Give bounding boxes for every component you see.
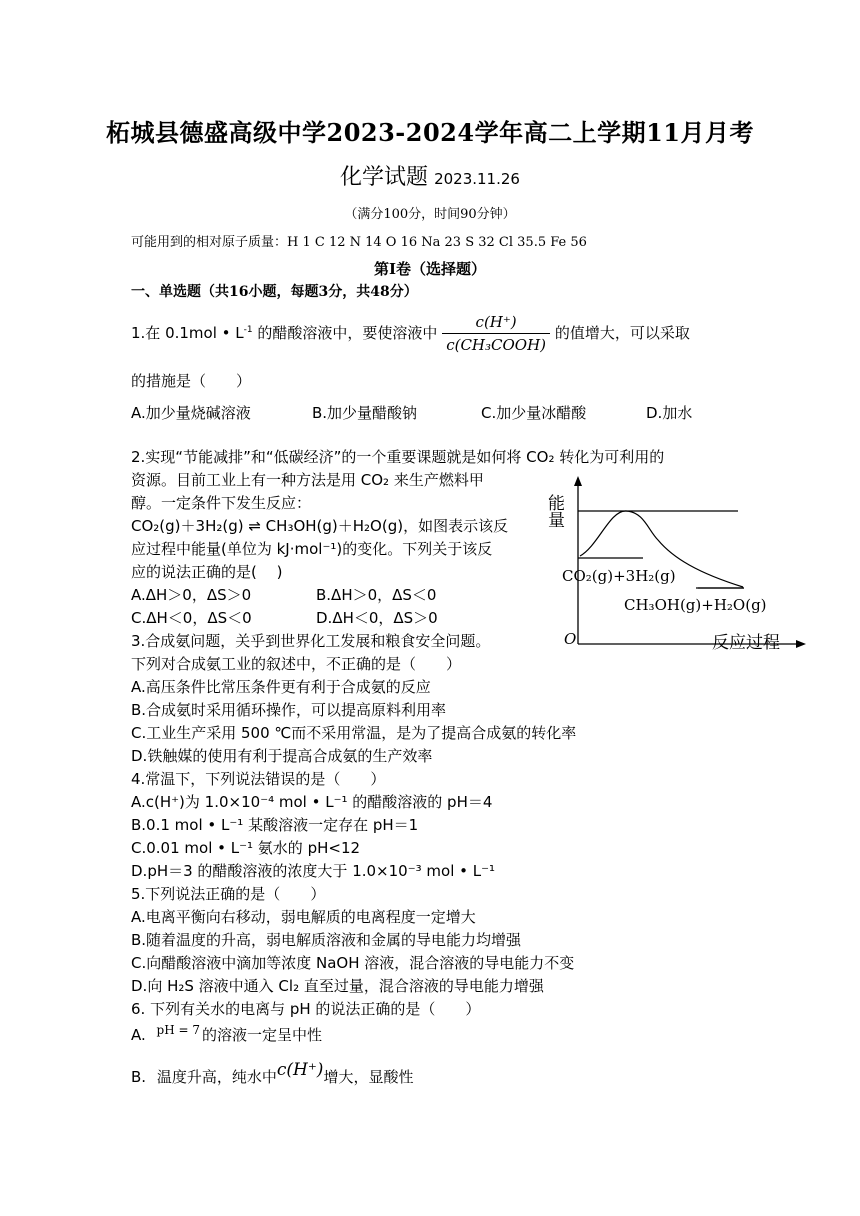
q4-stem: 4.常温下，下列说法错误的是（ ） (131, 770, 386, 788)
q5-option-c: C.向醋酸溶液中滴加等浓度 NaOH 溶液，混合溶液的导电能力不变 (131, 954, 575, 972)
q3-option-b: B.合成氨时采用循环操作，可以提高原料利用率 (131, 701, 447, 719)
q6-option-b-prefix: B. (131, 1068, 147, 1086)
q1-stem-sup: -1 (243, 325, 253, 335)
q2-line-4: CO₂(g)＋3H₂(g) ⇌ CH₃OH(g)＋H₂O(g)，如图表示该反 (131, 517, 509, 535)
q5-option-b: B.随着温度的升高，弱电解质溶液和金属的导电能力均增强 (131, 931, 522, 949)
q1-stem-cont: 的措施是（ ） (131, 372, 252, 390)
q6-option-a-text: 的溶液一定呈中性 (202, 1026, 323, 1044)
q2-option-d: D.ΔH＜0，ΔS＞0 (316, 609, 438, 627)
q2-option-a: A.ΔH＞0，ΔS＞0 (131, 586, 252, 604)
products-label: CH₃OH(g)+H₂O(g) (624, 596, 767, 614)
q2-line-3: 醇。一定条件下发生反应： (131, 494, 312, 512)
exam-subtitle (0, 160, 860, 191)
q1-fraction-numerator: c(H⁺) (442, 313, 550, 334)
x-axis-arrow (796, 640, 806, 648)
origin-label: O (564, 630, 577, 648)
q1-option-d: D.加水 (646, 404, 693, 422)
q1-stem-part-c: 的值增大，可以采取 (554, 324, 690, 342)
q4-option-a: A.c(H⁺)为 1.0×10⁻⁴ mol • L⁻¹ 的醋酸溶液的 pH＝4 (131, 793, 493, 811)
q1-fraction-denominator: c(CH₃COOH) (446, 336, 547, 354)
q1-option-b: B.加少量醋酸钠 (312, 404, 418, 422)
q1-option-a: A.加少量烧碱溶液 (131, 404, 251, 422)
q6-option-b-formula: c(H⁺) (276, 1060, 324, 1080)
q1-stem (131, 313, 690, 354)
q1-stem-part-a: 1.在 0.1mol • L (131, 324, 244, 342)
reactants-label: CO₂(g)+3H₂(g) (562, 567, 676, 585)
q6-option-a-prefix: A. (131, 1026, 146, 1044)
q1-fraction (442, 313, 550, 354)
y-axis-arrow (574, 476, 582, 486)
q3-option-c: C.工业生产采用 500 ℃而不采用常温，是为了提高合成氨的转化率 (131, 724, 577, 742)
q6-option-b-text-1: 温度升高，纯水中 (156, 1068, 277, 1086)
energy-diagram (544, 468, 810, 654)
score-time: （满分100分，时间90分钟） (344, 207, 516, 222)
part-heading: 一、单选题（共16小题，每题3分，共48分） (131, 284, 418, 300)
q3-stem-2: 下列对合成氨工业的叙述中，不正确的是（ ） (131, 655, 462, 673)
q1-stem-part-b: 的醋酸溶液中，要使溶液中 (252, 324, 438, 342)
q6-stem: 6. 下列有关水的电离与 pH 的说法正确的是（ ） (131, 1000, 481, 1018)
q6-option-b (131, 1060, 414, 1087)
q6-option-b-text-2: 增大，显酸性 (323, 1068, 414, 1086)
exam-title: 柘城县德盛高级中学2023-2024学年高二上学期11月月考 (106, 118, 754, 147)
q4-option-d: D.pH＝3 的醋酸溶液的浓度大于 1.0×10⁻³ mol • L⁻¹ (131, 862, 496, 880)
q2-line-1: 2.实现“节能减排”和“低碳经济”的一个重要课题就是如何将 CO₂ 转化为可利用的 (131, 448, 665, 466)
q2-line-2: 资源。目前工业上有一种方法是用 CO₂ 来生产燃料甲 (131, 471, 484, 489)
exam-date: 2023.11.26 (434, 170, 520, 188)
q3-option-a: A.高压条件比常压条件更有利于合成氨的反应 (131, 678, 431, 696)
q5-option-a: A.电离平衡向右移动，弱电解质的电离程度一定增大 (131, 908, 476, 926)
q2-option-b: B.ΔH＞0，ΔS＜0 (316, 586, 437, 604)
q6-option-a-formula: pH = 7 (156, 1023, 201, 1037)
q6-option-a (131, 1024, 322, 1045)
q5-option-d: D.向 H₂S 溶液中通入 Cl₂ 直至过量，混合溶液的导电能力增强 (131, 977, 544, 995)
y-axis-label: 能量 (544, 494, 564, 528)
q2-line-6: 应的说法正确的是( ) (131, 563, 283, 581)
volume-heading: 第Ⅰ卷（选择题） (373, 260, 487, 278)
x-axis-label: 反应过程 (712, 633, 780, 653)
subject-title: 化学试题 (340, 165, 429, 190)
q4-option-c: C.0.01 mol • L⁻¹ 氨水的 pH<12 (131, 839, 361, 857)
q1-option-c: C.加少量冰醋酸 (481, 404, 587, 422)
atomic-masses: 可能用到的相对原子质量：H 1 C 12 N 14 O 16 Na 23 S 32 Cl 35.5 Fe 56 (131, 235, 587, 250)
q4-option-b: B.0.1 mol • L⁻¹ 某酸溶液一定存在 pH＝1 (131, 816, 419, 834)
q5-stem: 5.下列说法正确的是（ ） (131, 885, 326, 903)
q3-stem-1: 3.合成氨问题，关乎到世界化工发展和粮食安全问题。 (131, 632, 491, 650)
q2-line-5: 应过程中能量(单位为 kJ·mol⁻¹)的变化。下列关于该反 (131, 540, 493, 558)
q2-option-c: C.ΔH＜0，ΔS＜0 (131, 609, 252, 627)
q3-option-d: D.铁触媒的使用有利于提高合成氨的生产效率 (131, 747, 433, 765)
